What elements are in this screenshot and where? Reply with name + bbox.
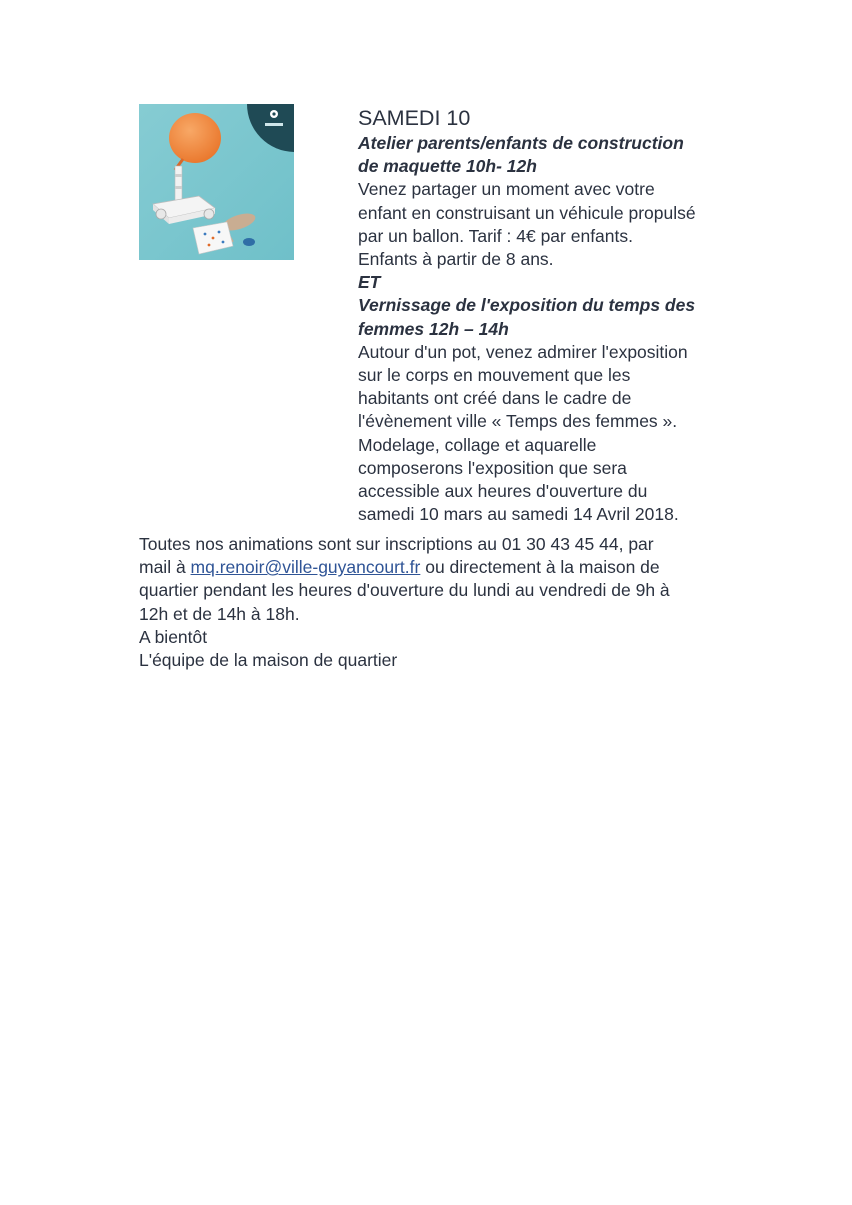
vernissage-description-line: Autour d'un pot, venez admirer l'exposition (358, 341, 688, 362)
vernissage-title (358, 294, 758, 340)
registration-info (139, 533, 749, 626)
vernissage-title-line: Vernissage de l'exposition du temps des (358, 295, 696, 316)
vernissage-description (358, 341, 758, 527)
connector-et: ET (358, 272, 381, 293)
vernissage-description-line: composerons l'exposition que sera (358, 457, 627, 478)
workshop-title (358, 132, 758, 178)
workshop-description-line: par un ballon. Tarif : 4€ par enfants. (358, 225, 633, 246)
vernissage-description-line: habitants ont créé dans le cadre de (358, 388, 632, 409)
closing-text: A bientôt (139, 626, 208, 647)
registration-line (139, 556, 749, 579)
workshop-photo (139, 104, 294, 260)
vernissage-description-line: accessible aux heures d'ouverture du (358, 481, 648, 502)
mail-suffix: ou directement à la maison de (420, 557, 660, 578)
workshop-description-line: Enfants à partir de 8 ans. (358, 249, 554, 270)
registration-line: Toutes nos animations sont sur inscriptions au 01 30 43 45 44, par (139, 534, 654, 554)
signature-text: L'équipe de la maison de quartier (139, 650, 398, 671)
email-link[interactable]: mq.renoir@ville-guyancourt.fr (190, 557, 421, 578)
workshop-description (358, 178, 758, 271)
vernissage-description-line: sur le corps en mouvement que les (358, 365, 631, 386)
workshop-description-line: Venez partager un moment avec votre (358, 179, 655, 200)
vernissage-title-line: femmes 12h – 14h (358, 318, 509, 339)
event-block (358, 104, 758, 526)
registration-line: quartier pendant les heures d'ouverture du lundi au vendredi de 9h à (139, 580, 670, 601)
event-day-heading: SAMEDI 10 (358, 106, 471, 130)
balloon-car-illustration (139, 104, 294, 260)
workshop-title-line: Atelier parents/enfants de construction (358, 133, 684, 153)
workshop-title-line: de maquette 10h- 12h (358, 156, 537, 177)
vernissage-description-line: l'évènement ville « Temps des femmes ». (358, 411, 678, 432)
registration-line: 12h et de 14h à 18h. (139, 603, 300, 624)
footer-info (139, 533, 749, 672)
workshop-description-line: enfant en construisant un véhicule propulsé (358, 202, 696, 223)
vernissage-description-line: samedi 10 mars au samedi 14 Avril 2018. (358, 504, 679, 525)
vernissage-description-line: Modelage, collage et aquarelle (358, 434, 597, 455)
mail-prefix: mail à (139, 557, 191, 578)
flower-logo-icon (270, 110, 278, 118)
